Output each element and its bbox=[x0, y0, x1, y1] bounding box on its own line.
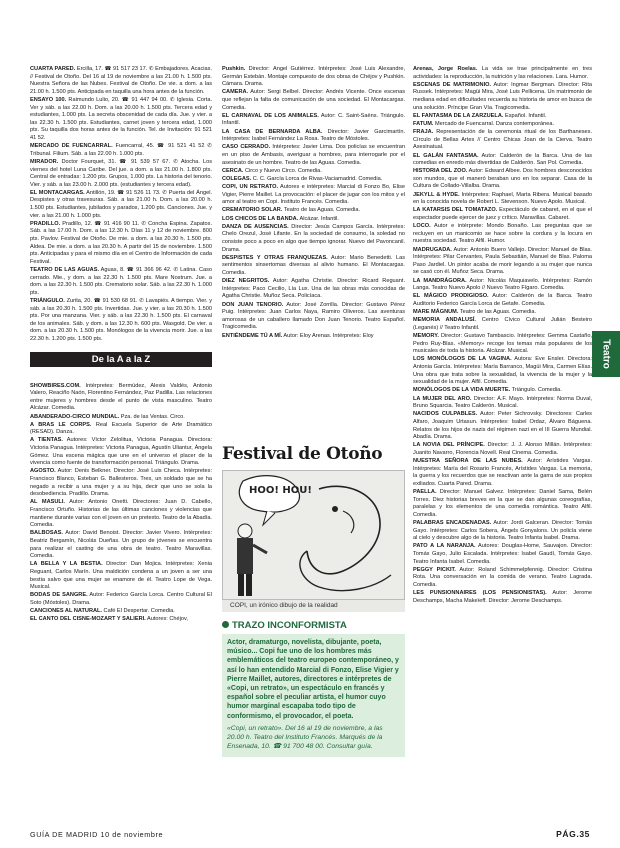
listing-entry: ENSAYO 100. Raimundo Lulio, 20. ☎ 91 447 94 00. ✆ Iglesia. Corta. Ver y sáb. a las 22.00 h. Dom. a las 20.00 h. 1.500 pts. Tercera edad y estudiantes, 1.000 pts. La secreta obscenidad de cada día. Jue. y vier. a las 22.30 h. 1.500 pts. Estudiantes, carnet joven y tercera edad, 1.000 pts. Su taquilla dos horas antes de la función. Tel. de Invitación: 91 521 41 52. bbox=[30, 96, 212, 141]
listing-entry: LA KATARSIS DEL TOMATAZO. Espectáculo de cabaret, en el que el espectador puede ejercer de juez y crítico. Maravillas. Cabaret. bbox=[413, 207, 592, 222]
listing-entry: CUARTA PARED. Ercilla, 17. ☎ 91 517 23 17. ✆ Embajadores. Acacias. // Festival de Otoño. Del 16 al 19 de noviembre a las 21.00 h. 1.500 pts. Nuestra Señora de las Nubes. Festival de Otoño. De vie. a dom. a las 21.00 h. 1.500 pts. Anticipada en taquilla una hora antes de la función. bbox=[30, 66, 213, 95]
footer-publication: GUÍA DE MADRID 10 de noviembre bbox=[30, 830, 164, 839]
listing-entry: ENTIÉNDEME TÚ A MÍ. Autor: Eloy Arenas. Intérpretes: Eloy bbox=[222, 332, 374, 339]
listing-entry: MARE MÁGNUM. Teatro de las Aguas. Comedia. bbox=[413, 309, 537, 316]
festival-subtitle bbox=[222, 620, 405, 631]
illustration-caption: COPI, un irónico dibujo de la realidad bbox=[222, 600, 405, 612]
bubble-text: HOO! HOU! bbox=[249, 485, 312, 496]
listing-entry: BODAS DE SANGRE. Autor: Federico García Lorca. Centro Cultural El Soto (Móstoles). Drama. bbox=[30, 592, 212, 606]
listing-entry: NUESTRA SEÑORA DE LAS NUBES. Autor: Arístides Vargas. Intérpretes: María del Rosario Francés, Arístides Vargas. La memoria, la guerra y los recuerdos que se reactivan ante la garra de sus propios exiliados. Cuarta Pared. Drama. bbox=[413, 458, 592, 487]
listing-entry: JEKYLL & HYDE. Intérpretes: Raphael, Marta Ribera. Musical basado en la conocida novela de Robert L. Stevenson. Nuevo Apolo. Musical. bbox=[413, 191, 592, 206]
festival-box bbox=[222, 444, 405, 757]
listing-entry: LA MUJER DEL ARO. Director: Á.F. Mayo. Intérpretes: Norma Duval, Bruno Squarcia. Teatro Calderón. Musical. bbox=[413, 395, 592, 410]
listing-entry: Arenas, Jorge Roelas. La vida se trae principalmente en tres actividades: la reproducción, la nutrición y las relaciones. Lara. Humor. bbox=[413, 66, 592, 80]
listing-entry: COPI, UN RETRATO. Autores e intérpretes: Marcial di Fonzo Bo, Elise Vigier, Pierre Maillet. La provocación: el placer de jugar con los mitos y el amor al teatro en Copi. Instituto Francés. Comedia. bbox=[222, 184, 405, 206]
listing-entry: NACIDOS CULPABLES. Autor: Peter Sichrovsky. Directores: Carles Alfaro, Joaquim Urtasun. Intérpretes: Isabel Ordaz, Álvaro Báguena. Relatos de los hijos de nazis del régimen nazi en el III Guerra Mundial. Abadía. Drama. bbox=[413, 411, 592, 441]
listing-entry: PRADILLO. Pradillo, 12. ☎ 91 416 90 11. ✆ Concha Espina. Zapatos. Sáb. a las 17.00 h. Dom. a las 12.30 h. Días 11 y 12 de noviembre. 800 pts. Pavlov. Festival de Otoño. De mie. a dom. a las 20.30 h. 1.500 pts. Aldea. De mie. a dom. a las 20.30 h. A partir del 15 de noviembre. 1.500 pts. Anticipadas y para el mismo día en el Centro de Información de cada Festival. bbox=[30, 220, 212, 265]
festival-subtitle-text: TRAZO INCONFORMISTA bbox=[232, 620, 347, 631]
listing-entry: MEMORY. Director: Gustavo Tambascio. Intérpretes: Gemma Castaño, Pedro Ruy-Blas. «Memory» recoge los temas más populares de los musicales de toda la historia. Alcázar. Musical. bbox=[413, 333, 592, 355]
listing-entry: CREMATORIO SOLAR. Teatro de las Aguas. Comedia. bbox=[222, 207, 361, 214]
copi-drawing bbox=[223, 471, 405, 600]
listing-entry: CANCIONES AL NATURAL. Café El Despertar. Comedia. bbox=[30, 608, 175, 615]
listing-entry: BALBOSAS. Autor: David Benoist. Director: Javier Vivero. Intérpretes: Beatriz Bergamín, Nicolás Dueñas. Un grupo de jóvenes se encuentra para realizar el casting de una obra de teatro. Teatro Maravillas. Comedia. bbox=[30, 530, 212, 560]
listing-entry: MONÓLOGOS DE LA VIDA MUERTE. Triángulo. Comedia. bbox=[413, 387, 562, 394]
festival-paragraph: Actor, dramaturgo, novelista, dibujante, poeta, músico... Copi fue uno de los hombres más emblemáticos del teatro europeo contemporáneo, y así lo han entendido Marcial di Fonzo, Elise Vigier y Pierre Maillet, autores, directores e intérpretes de «Copi, un retrato», un espectáculo en francés y español sobre el peculiar artista, el humor cuyo humor marginal escapaba todo tipo de conformismo, el provocador, el poeta. bbox=[227, 639, 399, 720]
listing-entry: A BRAS LE CORPS. Real Escuela Superior de Arte Dramático (RESAD). Danza. bbox=[30, 421, 212, 436]
listing-entry: MIRADOR. Doctor Fourquet, 31. ☎ 91 539 57 67. ✆ Atocha. Los viernes del hotel Luna Caribe. Del jue. a dom. a las 21.00 h. 1.800 pts. Central de entradas: 1.200 pts. Grupos, 1.000 pts. La historia del tenorio. Vier. y sáb. a las 23.00 h. 2.000 pts. (estudiantes y tercera edad). bbox=[30, 158, 212, 188]
listing-entry: SHOWBIRES.COM. Intérpretes: Bermúdez, Alexis Valdés, Antonio Valero, Reaciño Naón, Florentino Fernández, Paz Padilla. Las relaciones entre mujeres y hombres desde el punto de vista masculino. Teatro Alcázar. Comedia. bbox=[30, 382, 212, 412]
copi-illustration bbox=[222, 470, 405, 600]
listing-entry: CAMERA. Autor: Sergi Belbel. Director: Andrés Vicente. Once escenas que reflejan la falta de comunicación de una sociedad. El Montacargas. Comedia. bbox=[222, 89, 405, 111]
listing-entry: DANZA DE AUSENCIAS. Director: Jesús Campos García. Intérpretes: Chelo Orezul, José Lifante. En la sociedad de consumo, la soledad no consiste poco a poco en algo que tiempo ignorar. Nuevo del Pavoncanil. Drama. bbox=[222, 223, 405, 253]
column-3 bbox=[413, 66, 592, 826]
listing-entry: AL MASULI. Autor: Antonio Onetti. Directores: Juan D. Cabello, Francisco Ortuño. Historias de las últimas canciones y violencias que mantiene durante varias con el joven en un pretexto. Teatro de la Abadía. Comedia. bbox=[30, 499, 212, 529]
listing-entry: LES PUNSIONNAIRES (LOS PENSIONISTAS). Autor: Jerome Deschamps, Macha Makeïeff. Director: Jerome Deschamps. bbox=[413, 590, 592, 604]
page-number: PÁG.35 bbox=[556, 829, 590, 839]
listing-entry: TRIÁNGULO. Zurita, 20. ☎ 91 530 68 91. ✆ Lavapiés. A tiempo. Vier. y sáb. a las 20.30 h. 1.500 pts. Invertidas. Jue. y vier. a las 20.30 h. 1.500 pts. Por una manzana. Vier. y sáb. a las 22.30 h. 1.500 pts. El carnaval de los animales. Sáb. y dom. a las 12.30 h. 600 pts. Wasgold. De vier. a dom. a las 20.30 h. 1.500 pts. Monólogos de la vivencia morir. Jue. a las 22.30 h. 1.200 pts. 1.500 pts. bbox=[30, 297, 212, 342]
listing-entry: PAELLA. Director: Manuel Galvez. Intérpretes: Daniel Sama, Belén Torres. Diez historias breves en la que se dan algunas coreografías, paralelas y los elementos de una comedia romántica. Teatro Alfil. Comedia. bbox=[413, 489, 592, 518]
festival-title: Festival de Otoño bbox=[222, 444, 383, 464]
listing-entry: PATO A LA NARANJA. Autores: Douglas-Home, Sauvajon. Director: Tomás Gayo, Julio Escalada. Intérpretes: Isabel Gaudí, Tomás Gayo. Teatro Infanta Isabel. Comedia. bbox=[413, 543, 592, 565]
listing-entry: DIEZ NEGRITOS. Autor: Agatha Christie. Director: Ricard Reguant. Intérpretes: Paco Cecilio, Lía Lux. Una de las obras más conocidas de Agatha Christie. Muñoz Seca. Policíaca. bbox=[222, 278, 405, 300]
listing-entry: LOCO. Autor e intérprete: Mondo Bonaño. Las preguntas que se recluyen en un manicomio se hace sobre la cordura y la locura en nuestra sociedad. Teatro Alfil. Humor. bbox=[413, 223, 592, 245]
listing-entry: HISTORIA DEL ZOO. Autor: Edward Albee. Dos hombres desconocidos son mundos, que el maneró beraban uno en los separar. Casa de la Cultura de Collado-Villalba. Drama. bbox=[413, 168, 592, 190]
listing-entry: PEGGY PICKIT. Autor: Roland Schimmelpfennig. Director: Cristina Rota. Una conversación en la comida de verano. Teatro Lagrada. Comedia. bbox=[413, 566, 592, 589]
listing-entry: LOS MONÓLOGOS DE LA VAGINA. Autora: Eve Ensler. Directora: Antonia García. Intérpretes: María Barranco, Magüi Mira, Carmen Elías. Una obra que trata sobre la sexualidad, la vivencia de la mujer y la sexualidad de la mujer. Alfil. Comedia. bbox=[413, 356, 592, 386]
listing-entry: ESCENAS DE MATRIMONIO. Autor: Ingmar Bergman. Director: Rita Russek. Intérpretes: Magüi Mira, José Luis Pellicena. Un matrimonio de mediana edad en dificultades recuerda su historia de amor en busca de una solución. Príncipe Gran Vía. Tragicomedia. bbox=[413, 81, 592, 111]
listing-entry: FATUM. Mercado de Fuencarral. Danza contemporánea. bbox=[413, 120, 555, 127]
listing-entry: LOS CHICOS DE LA BANDA. Alcázar. Infantil. bbox=[222, 215, 339, 222]
listing-entry: LA NOVIA DEL PRÍNCIPE. Director: J. J. Alonso Millán. Intérpretes: Juanito Navarro, Florencia Novell. Real Cinema. Comedia. bbox=[413, 442, 592, 456]
listing-entry: Pushkin. Director: Ángel Gutiérrez. Intérpretes: José Luis Alexandre, Germán Estebán. Montaje compuesto de dos obras de Chéjov y Pushkin. Cámara. Drama. bbox=[222, 66, 405, 88]
listing-entry: DON JUAN TENORIO. Autor: José Zorrilla. Director: Gustavo Pérez Puig. Intérpretes: Juan Carlos Naya, Ramiro Oliveros. Las aventuras amorosas de un caballero llamado Don Juan Tenorio. Teatro Español. Tragicomedia. bbox=[222, 301, 405, 331]
listing-entry: DESPISTES Y OTRAS FRANQUEZAS. Autor: Mario Benedetti. Las sentimentos sinsertomas diversas al alivio humano. El Montacargas. Comedia. bbox=[222, 254, 405, 276]
column-1 bbox=[30, 66, 212, 624]
listing-entry: ABANDERADO-CIRCO MUNDIAL. Pza. de las Ventas. Circo. bbox=[30, 413, 185, 420]
listing-entry: CERCA. Circo y Nuevo Circo. Comedia. bbox=[222, 167, 322, 174]
listing-entry: PALABRAS ENCADENADAS. Autor: Jordi Galceran. Director: Tomás Gayo. Intérpretes: Carlos Sobera, Ángels Gonyalons. Un policía viene al cielo y descubre algo de la historia. Teatro Infanta Isabel. Drama. bbox=[413, 520, 592, 542]
listing-entry: AGOSTO. Autor: Denis Belkner. Director: José Luis Checa. Intérpretes: Francisco Blanco, Esteban G. Ballesteros. Tres, un soldado que se ha negado a recibir a una mujer y a su hija, decir que uno se sola la desobediencia. Pradillo. Drama. bbox=[30, 468, 212, 498]
listing-entry: COLEGAS. C. C. García Lorca de Rivas-Vaciamadrid. Comedia. bbox=[222, 175, 383, 182]
listing-entry: EL CARNAVAL DE LOS ANIMALES. Autor: C. Saint-Saëns. Triángulo. Infantil. bbox=[222, 112, 405, 127]
listing-entry: EL CANTO DEL CISNE-MOZART Y SALIERI. Autores: Chéjov, bbox=[30, 616, 188, 623]
section-header-a-z: De la A a la Z bbox=[30, 352, 212, 367]
listing-entry: A TIENTAS. Autores: Víctor Zelolitua, Victoria Panagua. Directora: Victoria Panagua. Intérpretes: Victoria Panagua, Agustín Uliantur, Ángela Gómez. Una escena mágica que une en el universo el placer de la vivencia como fuente de transformación personal. Triángulo. Drama. bbox=[30, 437, 212, 467]
listing-entry: EL MÁGICO PRODIGIOSO. Autor: Calderón de la Barca. Teatro Auditorio Federico García Lorca de Getafe. Comedia. bbox=[413, 293, 592, 307]
listing-entry: EL FANTASMA DE LA ZARZUELA. Español. Infantil. bbox=[413, 112, 547, 119]
listing-entry: CASO CERRADO. Intérpretes: Javier Lima. Dos policías se encuentran en un piso de Ambasis, averiguar a hombres, para interrogarle por el asesinato de un hombre. Teatro de las Aguas. Comedia. bbox=[222, 144, 405, 166]
section-tab-teatro bbox=[592, 331, 620, 377]
listing-entry: LA BELLA Y LA BESTIA. Director: Dan Mojica. Intérpretes: Xenia Reguant, Carlos Marín. Una maldición condena a un joven a ser una bestia salvo que una mujer se enamore de él. Teatro Lope de Vega. Musical. bbox=[30, 561, 212, 591]
listing-entry: TEATRO DE LAS AGUAS. Aguas, 8. ☎ 91 366 96 42. ✆ Latina. Caso cerrado. Mie., y dom. a las 22.30 h. 1.500 pts. Mare Nostrum. Jue. a dom. a las 22.30 h. 1.500 pts. Crematorio solar. Sáb. a las 22.30 h. 1.000 pts. bbox=[30, 267, 213, 296]
listing-entry: EL GALÁN FANTASMA. Autor: Calderón de la Barca. Una de las comedias en enredo más divertidas de Calderón. San Pol. Comedia. bbox=[413, 152, 592, 167]
listing-entry: MEMORIA ANDALUSÍ. Centro Cívico Cultural Julián Besteiro (Leganés) // Teatro Infantil. bbox=[413, 317, 592, 331]
column-2 bbox=[222, 66, 405, 438]
festival-body bbox=[222, 634, 405, 757]
festival-info: «Copi, un retrato». Del 16 al 19 de noviembre, a las 20.00 h. Teatro del Instituto Francés. Marqués de la Ensenada, 10. ☎ 91 700 48 00. Consultar guía. bbox=[227, 724, 383, 750]
listing-entry: MADRUGADA. Autor: Antonio Buero Vallejo. Director: Manuel de Blas. Intérpretes: Pilar Cervantes, Paula Sebastián, Manuel de Blas. Paloma Paso Jardiel. Un pintor acaba de morir legando a su mujer que nunca se casó con él. Muñoz Seca. Drama. bbox=[413, 246, 592, 276]
listing-entry: MERCADO DE FUENCARRAL. Fuencarral, 45. ☎ 91 521 41 52 ✆ Tribunal. Filium. Sáb. a las 22.00 h. 1.000 pts. bbox=[30, 143, 212, 157]
listing-entry: FRAJA. Representación de la ceremonia ritual de los Barthaneses. Círculo de Bellas Artes // Centro Chicas Joan de la Cierva. Teatro Asesinatual. bbox=[413, 129, 592, 151]
listing-entry: EL MONTACARGAS. Antillón, 19. ☎ 91 526 11 73. ✆ Puerta del Ángel. Despistes y otras travesuras. Sáb. a las 21.00 h. Dom. a las 20.00 h. 1.500 pts. Estudiantes, jubilados y parados, 1.200 pts. Canciones. Jue. y vier. a las 21.00 h. 1.000 pts. bbox=[30, 189, 212, 219]
bullet-icon bbox=[222, 621, 229, 628]
listing-entry: LA CASA DE BERNARDA ALBA. Director: Javier Garcimartín. Intérpretes: Isabel Fernández La Rosa. Teatro de Móstoles. bbox=[222, 128, 405, 143]
page-footer bbox=[30, 830, 590, 842]
section-tab-label: Teatro bbox=[600, 339, 612, 369]
listing-entry: LA MANDRÁGORA. Autor: Nicolás Maquiavelo. Intérpretes: Ramón Langa. Teatro Nuevo Apolo // Nuevo Teatro Fígaro. Comedia. bbox=[413, 277, 592, 292]
